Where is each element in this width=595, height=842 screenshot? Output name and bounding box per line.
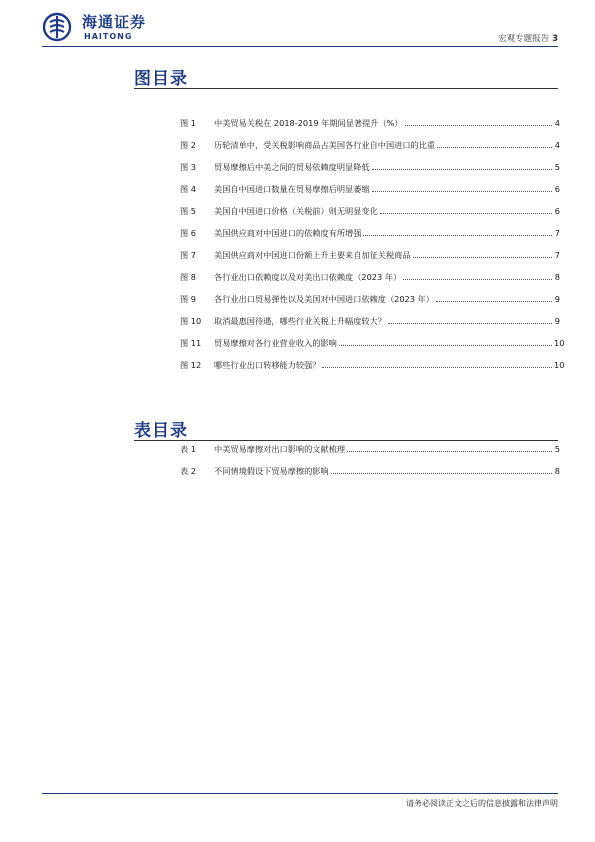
entry-page: 6 [554,184,560,194]
toc-entry[interactable] [180,294,560,316]
entry-page: 6 [554,206,560,216]
entry-number: 表 1 [180,444,196,454]
toc-entry[interactable] [180,360,565,382]
table-list-divider [134,440,558,441]
entry-leader-dots [388,323,552,324]
toc-entry[interactable] [180,140,560,162]
entry-leader-dots [403,279,552,280]
logo-chinese-name: 海通证券 [82,13,147,31]
table-list-title: 表目录 [134,421,188,441]
entry-leader-dots [372,191,552,192]
page-number: 3 [552,34,558,44]
entry-page: 5 [554,444,560,454]
figure-list [180,118,565,382]
entry-title: 历轮清单中，受关税影响商品占美国各行业自中国进口的比重 [214,140,436,150]
toc-entry[interactable] [180,272,560,294]
entry-page: 9 [554,294,560,304]
entry-number: 图 10 [180,316,202,326]
entry-title: 美国自中国进口数量在贸易摩擦后明显萎缩 [214,184,370,194]
table-list [180,444,560,488]
toc-entry[interactable] [180,118,560,140]
entry-number: 表 2 [180,466,196,476]
figure-list-divider [134,88,558,89]
entry-title: 美国供应商对中国进口的依赖度有所增强 [214,228,362,238]
entry-title: 各行业出口依赖度以及对美出口依赖度（2023 年） [214,272,402,282]
entry-title: 中美贸易摩擦对出口影响的文献梳理 [214,444,346,454]
entry-title: 中美贸易关税在 2018-2019 年期间显著提升（%） [214,118,403,128]
entry-page: 8 [554,466,560,476]
toc-entry[interactable] [180,316,560,338]
toc-entry[interactable] [180,466,560,488]
entry-number: 图 8 [180,272,196,282]
entry-leader-dots [363,235,552,236]
toc-entry[interactable] [180,338,565,360]
report-type-label [498,32,558,44]
entry-leader-dots [347,451,552,452]
entry-number: 图 11 [180,338,202,348]
entry-page: 7 [554,228,560,238]
entry-title: 贸易摩擦后中美之间的贸易依赖度明显降低 [214,162,370,172]
toc-entry[interactable] [180,250,560,272]
entry-number: 图 6 [180,228,196,238]
entry-number: 图 4 [180,184,196,194]
entry-page: 5 [554,162,560,172]
entry-leader-dots [380,213,552,214]
entry-title: 各行业出口贸易弹性以及美国对中国进口依赖度（2023 年） [214,294,434,304]
entry-page: 10 [554,360,565,370]
entry-number: 图 7 [180,250,196,260]
entry-leader-dots [372,169,552,170]
toc-entry[interactable] [180,162,560,184]
entry-title: 美国自中国进口价格（关税前）则无明显变化 [214,206,378,216]
entry-leader-dots [331,473,552,474]
haitong-logo-icon [42,12,72,42]
entry-title: 美国供应商对中国进口份额上升主要来自加征关税商品 [214,250,411,260]
entry-number: 图 3 [180,162,196,172]
entry-leader-dots [322,367,552,368]
entry-page: 10 [554,338,565,348]
toc-entry[interactable] [180,184,560,206]
footer-divider [42,793,558,794]
entry-page: 7 [554,250,560,260]
entry-number: 图 5 [180,206,196,216]
entry-number: 图 12 [180,360,202,370]
logo-english-name: HAITONG [84,32,133,41]
entry-leader-dots [436,301,552,302]
toc-entry[interactable] [180,206,560,228]
entry-page: 9 [554,316,560,326]
entry-leader-dots [339,345,552,346]
entry-title: 哪些行业出口转移能力较强？ [214,360,321,370]
entry-leader-dots [437,147,552,148]
page-header [42,10,558,46]
entry-leader-dots [413,257,552,258]
figure-list-title: 图目录 [134,69,188,89]
toc-entry[interactable] [180,228,560,250]
report-type: 宏观专题报告 [498,34,550,44]
entry-leader-dots [405,125,552,126]
entry-title: 取消最惠国待遇，哪些行业关税上升幅度较大？ [214,316,386,326]
company-logo [42,10,162,46]
entry-number: 图 9 [180,294,196,304]
entry-page: 4 [554,118,560,128]
entry-number: 图 2 [180,140,196,150]
toc-entry[interactable] [180,444,560,466]
entry-number: 图 1 [180,118,196,128]
entry-page: 4 [554,140,560,150]
footer-disclaimer: 请务必阅读正文之后的信息披露和法律声明 [406,799,558,808]
header-divider [42,46,558,47]
entry-page: 8 [554,272,560,282]
entry-title: 贸易摩擦对各行业营业收入的影响 [214,338,337,348]
entry-title: 不同情境假设下贸易摩擦的影响 [214,466,329,476]
